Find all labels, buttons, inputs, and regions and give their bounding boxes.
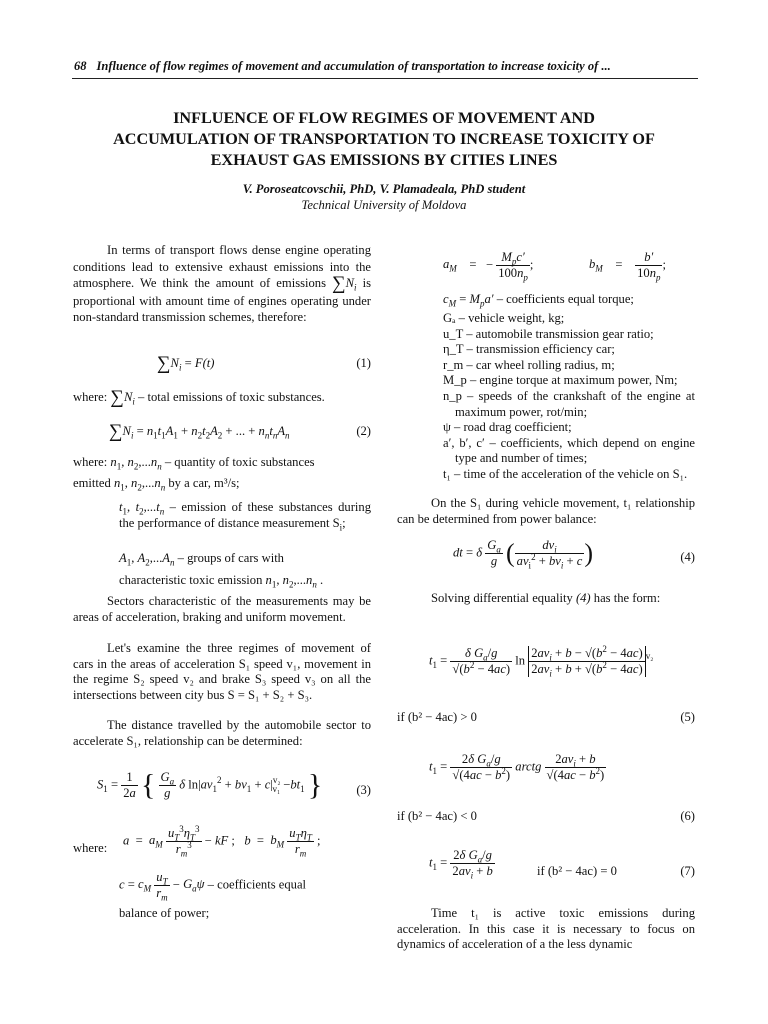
page-number: 68 (74, 59, 87, 73)
where3-body: $a = a_M$ $\frac{u_T^3\eta_T^3}{r_m^3}$ − kF ; $b = b_M$ $\frac{u_T\eta_T}{r_m}$ ; (123, 823, 321, 859)
solving-text-a: Solving differential equality (431, 591, 573, 605)
eq4-number: (4) (680, 550, 695, 564)
def-item: n_p – speeds of the crankshaft of the engine at maximum power, rot/min; (443, 388, 695, 419)
def-item: t₁ – time of the acceleration of the vehicle on S₁. (443, 466, 688, 481)
aM-def: $a_M$ = − $\frac{M_pc'}{100n_p}$ ; (443, 250, 534, 283)
left-column (73, 242, 371, 920)
where-3 (73, 823, 371, 872)
def-item: r_m – car wheel rolling radius, m; (443, 357, 615, 372)
eq5-formula: $t_1$ = $\frac{\delta G_a/g}{√(b^2 - 4ac)}$ ln $\frac{2av_i + b - √(b^2 - 4ac)}{2av_i + b + √(b^2 - 4ac)}$ $^{v_2}$ (429, 643, 654, 679)
eq4-body: dt = δ $\frac{G_a}{g}$ ( $\frac{dv_i}{av_i^2 + bv_i + c}$ ) (453, 538, 594, 571)
affiliation: Technical University of Moldova (301, 198, 467, 212)
def-t-text: – emission of these substances during the performance of distance measurement S (119, 500, 371, 530)
equation-5-body (397, 634, 695, 702)
eq7-number: (7) (680, 864, 695, 878)
running-header (74, 59, 696, 74)
eq7-condition: if (b² − 4ac) = 0 (537, 864, 617, 878)
c-def-body: $c = c_M$ $\frac{u_T}{r_m}$ − $G_a\psi$ – coefficients equal (119, 870, 307, 903)
where-label: where: (73, 841, 108, 855)
authors: V. Poroseatcovschii, PhD, V. Plamadeala, PhD student (242, 182, 526, 196)
paragraph-sectors: Sectors characteristic of the measurements may be areas of acceleration, braking and uniform movement. (73, 594, 371, 624)
eq6-formula: $t_1$ = $\frac{2\delta G_a/g}{√(4ac - b^2)}$ arctg $\frac{2av_i + b}{√(4ac - b^2)}$ (429, 752, 605, 782)
equation-7 (397, 836, 695, 896)
def-A-text: – groups of cars with (177, 551, 284, 565)
eq2-body: $\sum N_i = n_1t_1A_1 + n_2t_2A_2$ + ... + $n_nt_nA_n$ (109, 421, 290, 442)
paragraph-intro (73, 242, 371, 326)
eq6-number: (6) (680, 809, 695, 823)
c-def-text: – coefficients equal (207, 877, 307, 892)
def-item: u_T – automobile transmission gear ratio; (443, 326, 654, 341)
solving-ref: (4) (575, 591, 591, 605)
where-2: where: $n_1$, $n_2,...n_n$ – quantity of toxic substances (73, 455, 315, 472)
bM-def: $b_M$ = $\frac{b'}{10n_p}$ ; (589, 250, 666, 283)
running-title: Influence of flow regimes of movement and accumulation of transportation to increase toxicity of ... (96, 59, 611, 73)
eq2-number: (2) (356, 424, 371, 438)
equation-3 (73, 766, 371, 816)
eq1-number: (1) (356, 356, 371, 370)
where-label: where: (73, 390, 108, 404)
def-t: $t_1$, $t_2,...t_n$ – emission of these substances during the performance of distance measurement $S_i$; (119, 500, 371, 533)
def-item: a′, b′, c′ – coefficients, which depend on engine type and number of times; (443, 435, 695, 466)
cM-def: $c_M = M_pa'$ – coefficients equal torque; (443, 292, 634, 309)
equation-6-cond (397, 809, 695, 825)
emitted-tail: by a car, m³/s; (168, 476, 240, 490)
paragraph-time: Time t₁ is active toxic emissions during acceleration. In this case it is necessary to focus on dynamics of acceleration of a the less dynamic (397, 906, 695, 952)
eq5-number: (5) (680, 710, 695, 724)
title-line: ACCUMULATION OF TRANSPORTATION TO INCREASE TOXICITY OF (113, 130, 655, 148)
if-label: if (397, 710, 405, 724)
balance-line: balance of power; (119, 906, 210, 920)
def-item: M_p – engine torque at maximum power, Nm; (443, 373, 678, 388)
equation-6-body (397, 738, 695, 800)
intro-text-b: is proportional with amount time of engines operating under non-standard transmission schemes, therefore: (73, 276, 371, 325)
paragraph-solving (397, 591, 695, 607)
article-title (60, 108, 708, 171)
def-item: η_T – transmission efficiency car; (443, 342, 615, 357)
def-A2-text: characteristic toxic emission (119, 573, 263, 587)
where1-text: – total emissions of toxic substances. (138, 390, 325, 404)
c-def (73, 870, 371, 910)
title-line: INFLUENCE OF FLOW REGIMES OF MOVEMENT AND (173, 109, 595, 127)
eq7-formula: $t_1$ = $\frac{2\delta G_a/g}{2av_i + b}$ (429, 848, 493, 881)
eq1-body: $\sum N_i = F(t)$ (157, 353, 215, 374)
sum-symbol: $\sum N_i$ (332, 273, 357, 295)
def-A2: characteristic toxic emission $n_1$, $n_2,...n_n$ . (119, 573, 324, 590)
where2-text: – quantity of toxic substances (164, 455, 315, 469)
eq3-body: $S_1$ = $\frac{1}{2a}$ { $\frac{G_a}{g}$ δ $\ln|av_1^2 + bv_1 + c|^{v_2}_{v_1} -bt_1$ } (97, 768, 323, 802)
where-label: where: (73, 455, 108, 469)
solving-text-b: has the form: (593, 591, 661, 605)
symbol-definitions (443, 311, 695, 483)
emitted-line: emitted $n_1$, $n_2,...n_n$ by a car, m³/s; (73, 476, 240, 493)
paragraph-s1: On the S₁ during vehicle movement, t₁ relationship can be determined from power balance: (397, 496, 695, 526)
def-item: ψ – road drag coefficient; (443, 420, 572, 435)
eq3-number: (3) (356, 783, 371, 797)
aM-bM-defs (397, 242, 695, 286)
where-1: where: $\sum N_i$ – total emissions of toxic substances. (73, 387, 325, 408)
paragraph-regimes: Let's examine the three regimes of movement of cars in the areas of acceleration S₁ speed v₁, movement in the regime S₂ speed v₂ and brake S₃ speed v₃ on all the intersections between city bus S = S₁ + S₂ + S₃. (73, 641, 371, 702)
def-item: Gₐ – vehicle weight, kg; (443, 311, 565, 325)
paragraph-distance: The distance travelled by the automobile sector to accelerate S₁, relationship can be determined: (73, 718, 371, 748)
if-label: if (397, 809, 405, 823)
equation-5-cond (397, 710, 695, 726)
emitted-label: emitted (73, 476, 111, 490)
def-A: $A_1$, $A_2,...A_n$ – groups of cars with (119, 551, 284, 568)
cM-text: – coefficients equal torque; (496, 292, 634, 306)
eq6-condition: (b² − 4ac) < 0 (407, 809, 477, 823)
header-rule (72, 78, 698, 79)
title-line: EXHAUST GAS EMISSIONS BY CITIES LINES (210, 151, 558, 169)
eq5-condition: (b² − 4ac) > 0 (407, 710, 477, 724)
equation-4 (397, 538, 695, 582)
intro-text-a: In terms of transport flows dense engine operating conditions lead to extensive exhaust emissions into the atmosphere. We think the amount of emissions (73, 243, 371, 291)
